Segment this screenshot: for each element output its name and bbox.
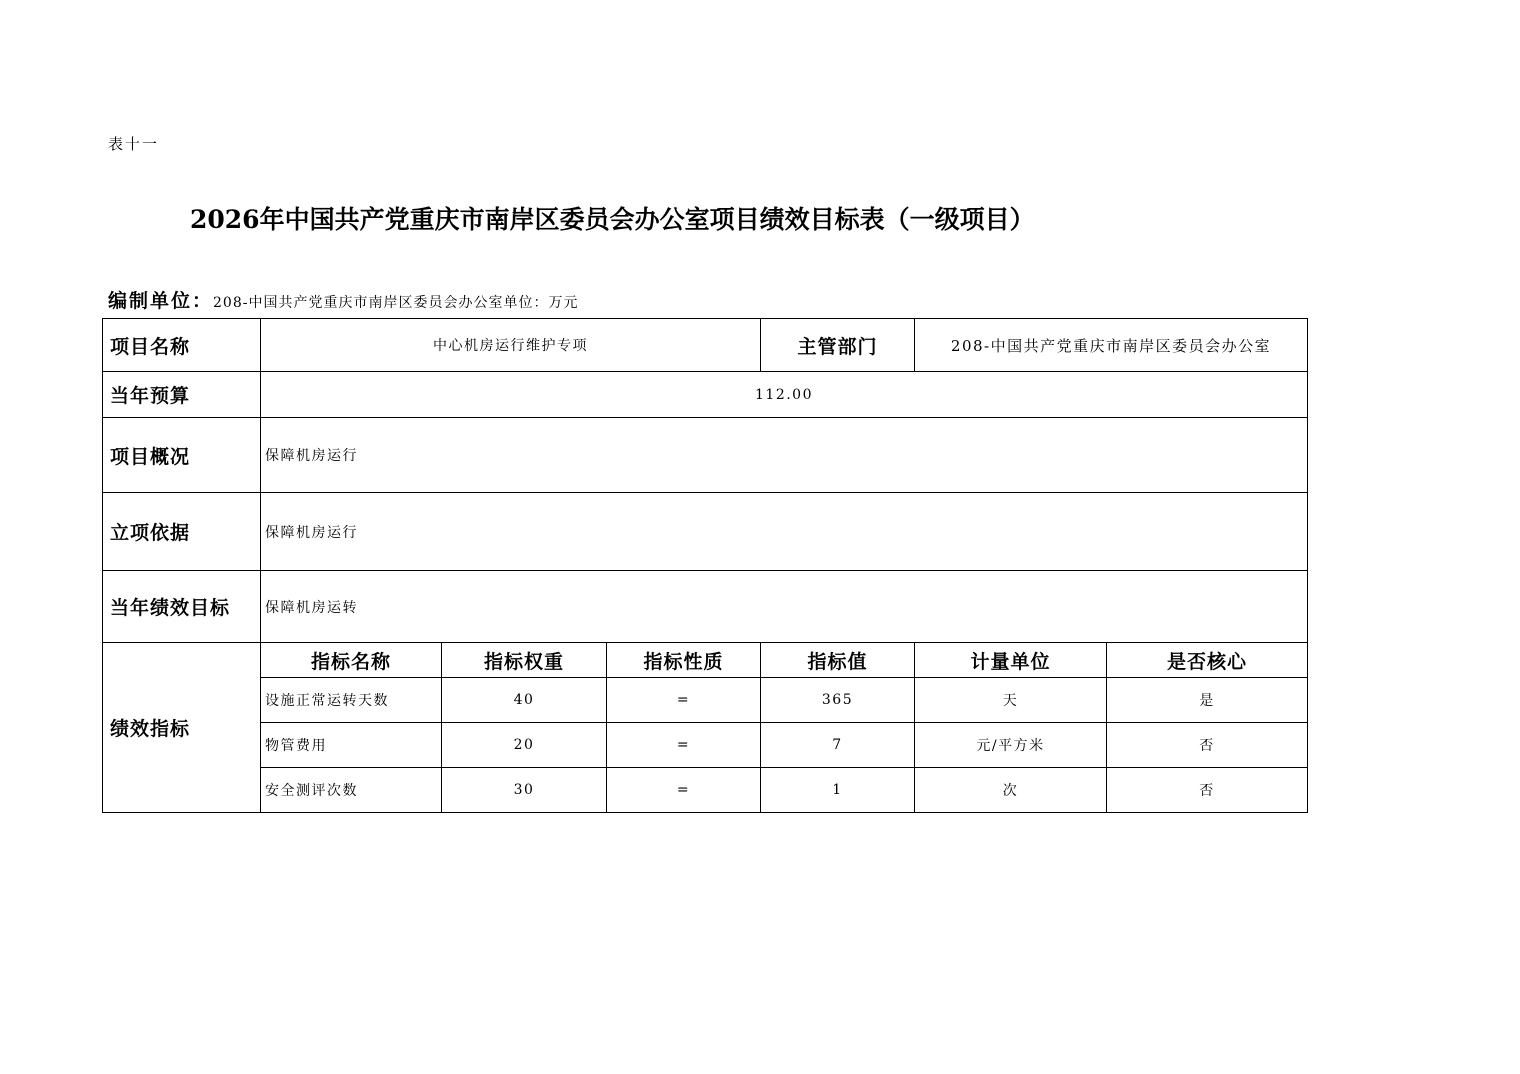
indicator-weight: 20 — [442, 723, 607, 768]
overview-value: 保障机房运行 — [261, 418, 1308, 493]
table-row — [103, 768, 1308, 813]
overview-row — [103, 418, 1308, 493]
overview-label: 项目概况 — [103, 418, 261, 493]
compiling-unit-value: 208-中国共产党重庆市南岸区委员会办公室单位：万元 — [213, 295, 579, 311]
goal-row — [103, 571, 1308, 643]
compiling-unit-label: 编制单位： — [108, 290, 214, 312]
indicator-value: 7 — [761, 723, 915, 768]
indicator-core: 否 — [1107, 768, 1308, 813]
indicator-name: 安全测评次数 — [261, 768, 442, 813]
indicator-value: 1 — [761, 768, 915, 813]
indicator-header-weight: 指标权重 — [442, 643, 607, 678]
goal-value: 保障机房运转 — [261, 571, 1308, 643]
page-title: 2026年中国共产党重庆市南岸区委员会办公室项目绩效目标表（一级项目） — [190, 205, 1035, 234]
compiling-unit — [108, 286, 578, 313]
indicator-name: 物管费用 — [261, 723, 442, 768]
table-row — [103, 723, 1308, 768]
project-name-row — [103, 319, 1308, 372]
table-row — [103, 678, 1308, 723]
indicator-unit: 次 — [915, 768, 1107, 813]
budget-label: 当年预算 — [103, 372, 261, 418]
indicator-unit: 元/平方米 — [915, 723, 1107, 768]
indicator-unit: 天 — [915, 678, 1107, 723]
basis-label: 立项依据 — [103, 493, 261, 571]
table-number: 表十一 — [108, 135, 160, 153]
indicator-weight: 30 — [442, 768, 607, 813]
indicator-header-core: 是否核心 — [1107, 643, 1308, 678]
indicator-core: 否 — [1107, 723, 1308, 768]
indicator-header-nature: 指标性质 — [607, 643, 761, 678]
project-name-label: 项目名称 — [103, 319, 261, 372]
indicator-header-value: 指标值 — [761, 643, 915, 678]
goal-label: 当年绩效目标 — [103, 571, 261, 643]
budget-value: 112.00 — [261, 372, 1308, 418]
indicator-header-name: 指标名称 — [261, 643, 442, 678]
indicator-weight: 40 — [442, 678, 607, 723]
dept-value: 208-中国共产党重庆市南岸区委员会办公室 — [915, 319, 1308, 372]
indicator-core: 是 — [1107, 678, 1308, 723]
indicator-value: 365 — [761, 678, 915, 723]
basis-value: 保障机房运行 — [261, 493, 1308, 571]
project-name-value: 中心机房运行维护专项 — [261, 319, 761, 372]
indicator-nature: = — [607, 768, 761, 813]
indicator-nature: = — [607, 723, 761, 768]
indicator-name: 设施正常运转天数 — [261, 678, 442, 723]
indicators-label: 绩效指标 — [103, 643, 261, 813]
budget-row — [103, 372, 1308, 418]
indicator-header-row — [103, 643, 1308, 678]
indicator-nature: = — [607, 678, 761, 723]
indicator-header-unit: 计量单位 — [915, 643, 1107, 678]
dept-label: 主管部门 — [761, 319, 915, 372]
performance-table — [102, 318, 1308, 813]
basis-row — [103, 493, 1308, 571]
